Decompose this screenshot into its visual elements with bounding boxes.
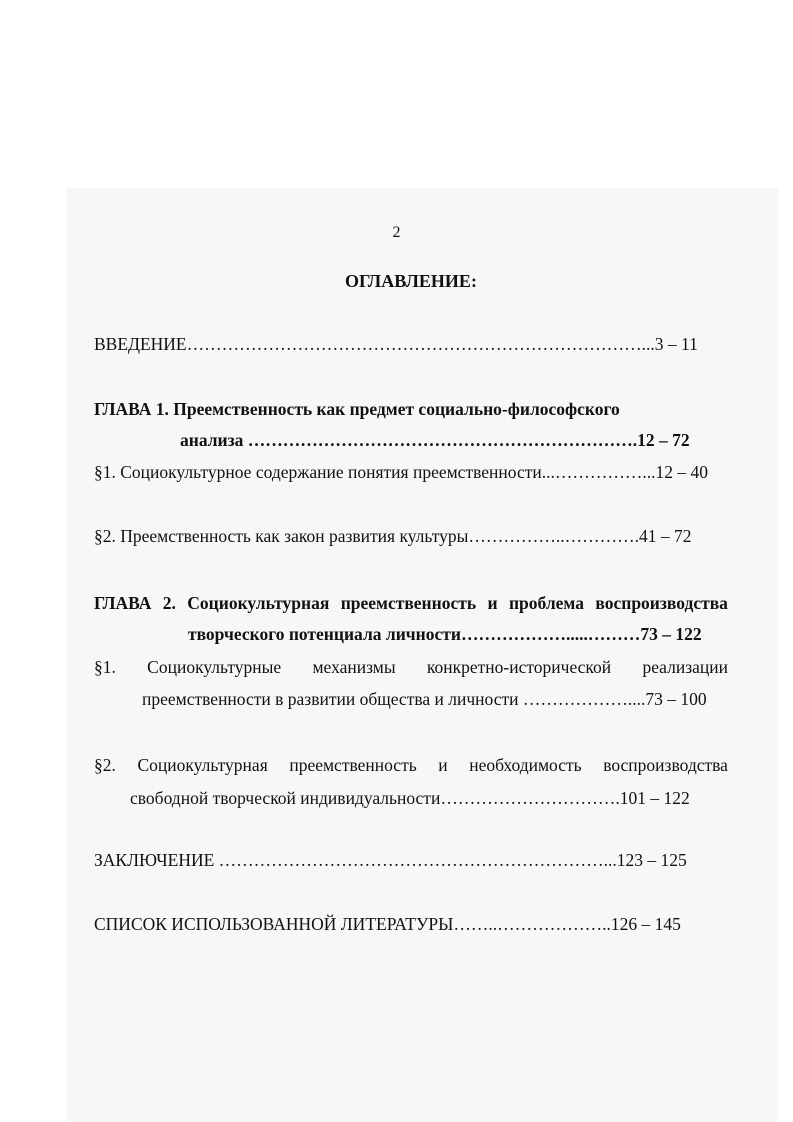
toc-chapter1-section2: §2. Преемственность как закон развития культуры……………..………….41 – 72 <box>94 526 692 546</box>
word: и <box>487 593 498 613</box>
word: Социокультурная <box>137 755 268 775</box>
toc-chapter1-title-cont: анализа ………………………………………………………….12 – 72 <box>180 430 690 450</box>
toc-conclusion: ЗАКЛЮЧЕНИЕ …………………………………………………………...123 – 125 <box>94 850 687 870</box>
word: Социокультурная <box>187 593 330 613</box>
word: §2. <box>94 755 116 775</box>
word: воспроизводства <box>603 755 728 775</box>
toc-chapter2-title-cont: творческого потенциала личности……………….....………73 – 122 <box>188 624 702 644</box>
toc-chapter1-title: ГЛАВА 1. Преемственность как предмет социально-философского <box>94 399 620 419</box>
toc-chapter2-section1 <box>94 656 728 678</box>
word: механизмы <box>312 657 396 677</box>
toc-chapter1-section1: §1. Социокультурное содержание понятия преемственности...……………...12 – 40 <box>94 462 708 482</box>
toc-intro: ВВЕДЕНИЕ……………………………………………………………………...3 – 11 <box>94 334 698 354</box>
word: воспроизводства <box>595 593 728 613</box>
word: преемственность <box>340 593 477 613</box>
toc-chapter2-section1-cont: преемственности в развитии общества и личности ………………....73 – 100 <box>142 689 707 709</box>
page-number: 2 <box>392 224 401 241</box>
word: ГЛАВА <box>94 593 152 613</box>
word: необходимость <box>469 755 582 775</box>
word: конкретно-исторической <box>426 657 612 677</box>
word: §1. <box>94 657 116 677</box>
toc-chapter2-title <box>94 592 728 614</box>
toc-chapter2-section2-cont: свободной творческой индивидуальности………………………….101 – 122 <box>130 788 690 808</box>
word: реализации <box>642 657 728 677</box>
toc-chapter2-section2 <box>94 754 728 776</box>
page-title: ОГЛАВЛЕНИЕ: <box>345 271 477 291</box>
page-sheet <box>66 188 778 1122</box>
word: 2. <box>162 593 176 613</box>
word: проблема <box>508 593 584 613</box>
toc-bibliography: СПИСОК ИСПОЛЬЗОВАННОЙ ЛИТЕРАТУРЫ……..………………..126 – 145 <box>94 914 681 934</box>
word: преемственность <box>289 755 417 775</box>
word: и <box>438 755 448 775</box>
word: Социокультурные <box>147 657 282 677</box>
